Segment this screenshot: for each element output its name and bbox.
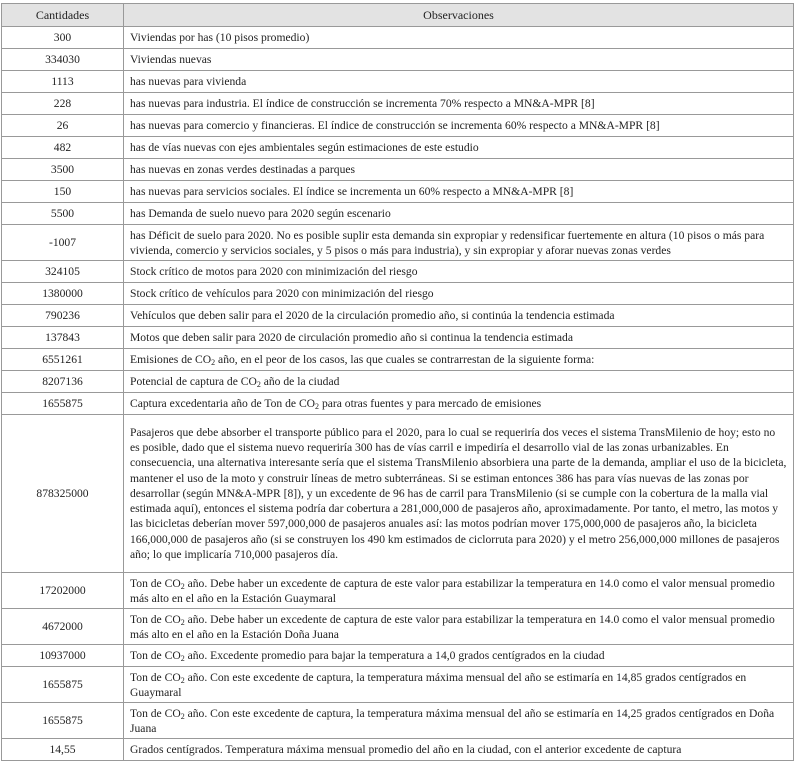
table-row — [2, 305, 794, 327]
subscript-text: 2 — [211, 358, 216, 367]
header-observations: Observaciones — [124, 4, 794, 27]
observation-text: Stock crítico de motos para 2020 con minimización del riesgo — [130, 265, 418, 278]
subscript-text: 2 — [256, 380, 261, 389]
quantity-cell: 300 — [2, 27, 124, 49]
observation-text: Emisiones de CO — [130, 353, 212, 366]
table-body — [2, 27, 794, 761]
table-row — [2, 283, 794, 305]
observation-text: Viviendas nuevas — [130, 53, 212, 66]
observation-cell — [124, 203, 794, 225]
table-row — [2, 225, 794, 261]
quantity-cell: 1113 — [2, 71, 124, 93]
observation-text: Ton de CO — [130, 649, 181, 662]
quantity-cell: 14,55 — [2, 739, 124, 761]
observation-text: has Déficit de suelo para 2020. No es posible suplir esta demanda sin expropiar y redensificar fuertemente en altura (10 pisos o más para vivienda, comercio y servicios sociales, y 5 pisos o más para industria), y sin expropiar y aforar nuevas zonas verdes — [130, 228, 765, 257]
observation-cell — [124, 71, 794, 93]
subscript-text: 2 — [180, 711, 185, 721]
table-row — [2, 327, 794, 349]
quantity-cell: 8207136 — [2, 371, 124, 393]
observation-cell — [124, 115, 794, 137]
quantity-cell: 482 — [2, 137, 124, 159]
quantity-cell: 17202000 — [2, 573, 124, 609]
quantity-cell: 6551261 — [2, 349, 124, 371]
table-row — [2, 181, 794, 203]
observation-cell — [124, 393, 794, 415]
observation-cell — [124, 261, 794, 283]
quantity-cell: 324105 — [2, 261, 124, 283]
table-row — [2, 371, 794, 393]
observation-text: Ton de CO — [130, 706, 181, 720]
subscript-text: 2 — [180, 581, 185, 591]
quantity-cell: 4672000 — [2, 609, 124, 645]
observation-cell — [124, 739, 794, 761]
header-row — [2, 4, 794, 27]
observation-text: Viviendas por has (10 pisos promedio) — [130, 31, 310, 44]
observation-cell — [124, 703, 794, 739]
observation-text: has nuevas para industria. El índice de construcción se incrementa 70% respecto a MN&A-MPR [8] — [130, 97, 595, 110]
table-row — [2, 137, 794, 159]
observation-text: para otras fuentes y para mercado de emisiones — [319, 397, 542, 410]
observation-text: Pasajeros que debe absorber el transporte público para el 2020, para lo cual se requeriría dos veces el sistema TransMilenio de hoy; esto no es posible, dado que el sistema nuevo requeriría 300 has de vías carril e impediría el desarrollo vial de las zonas urbanizables. En consecuencia, una alternativa interesante sería que el sistema TransMilenio absorbiera una parte de la demanda, ampliar el uso de la bicicleta, mantener el uso de la moto y construir líneas de metro subterráneas. Si se estiman entonces 386 has para vías nuevas de las zonas por desarrollar (según MN&A-MPR [8]), y un excedente de 96 has de carril para TransMilenio (si se cumple con la cobertura de la malla vial estimada aquí), entonces el sistema podría dar cobertura a 281,000,000 de pasajeros año, aproximadamente. Por tanto, el metro, las motos y las bicicletas deberían mover 597,000,000 de pasajeros anuales así: las motos podrían mover 175,000,000 de pasajeros año, la bicicleta 166,000,000 de pasajeros año (si se construyen los 490 km estimados de ciclorruta para 2020) y el metro 256,000,000 millones de pasajeros año; lo que implicaría 710,000 pasajeros día. — [130, 425, 787, 562]
observation-cell — [124, 137, 794, 159]
quantity-cell: 5500 — [2, 203, 124, 225]
observation-text: año. Con este excedente de captura, la temperatura máxima mensual del año se estimaría en 14,85 grados centígrados en Guaymaral — [130, 670, 747, 699]
table-row — [2, 27, 794, 49]
observation-cell — [124, 93, 794, 115]
table-row — [2, 645, 794, 667]
subscript-text: 2 — [180, 654, 185, 663]
observation-text: has nuevas para vivienda — [130, 75, 247, 88]
observation-cell — [124, 371, 794, 393]
observation-text: Stock crítico de vehículos para 2020 con minimización del riesgo — [130, 287, 434, 300]
observation-cell — [124, 225, 794, 261]
quantity-cell: 1655875 — [2, 393, 124, 415]
observation-text: año. Debe haber un excedente de captura de este valor para estabilizar la temperatura en 14.0 como el valor mensual promedio más alto en el año en la Estación Guaymaral — [130, 576, 775, 605]
table-row — [2, 49, 794, 71]
quantity-cell: 334030 — [2, 49, 124, 71]
table-row — [2, 573, 794, 609]
table-row — [2, 261, 794, 283]
quantity-cell: 1380000 — [2, 283, 124, 305]
observation-text: has nuevas en zonas verdes destinadas a parques — [130, 163, 356, 176]
quantity-cell: 3500 — [2, 159, 124, 181]
observation-text: Potencial de captura de CO — [130, 375, 257, 388]
table-row — [2, 159, 794, 181]
table-row — [2, 115, 794, 137]
quantity-cell: -1007 — [2, 225, 124, 261]
observation-text: has de vías nuevas con ejes ambientales según estimaciones de este estudio — [130, 141, 479, 154]
table-row — [2, 415, 794, 573]
quantity-cell: 10937000 — [2, 645, 124, 667]
header-quantities: Cantidades — [2, 4, 124, 27]
observation-text: has nuevas para servicios sociales. El índice se incrementa un 60% respecto a MN&A-MPR [8] — [130, 185, 574, 198]
observation-cell — [124, 609, 794, 645]
quantity-cell: 228 — [2, 93, 124, 115]
table-row — [2, 609, 794, 645]
observation-text: Motos que deben salir para 2020 de circulación promedio año si continua la tendencia estimada — [130, 331, 573, 344]
data-table — [1, 3, 794, 761]
observation-text: Ton de CO — [130, 576, 181, 590]
quantity-cell: 1655875 — [2, 667, 124, 703]
observation-cell — [124, 181, 794, 203]
observation-text: has Demanda de suelo nuevo para 2020 según escenario — [130, 207, 391, 220]
observation-cell — [124, 27, 794, 49]
observation-text: año de la ciudad — [260, 375, 340, 388]
observation-text: año, en el peor de los casos, las que cuales se contrarrestan de la siguiente forma: — [215, 353, 595, 366]
observation-cell — [124, 283, 794, 305]
quantity-cell: 150 — [2, 181, 124, 203]
observation-text: Vehículos que deben salir para el 2020 de la circulación promedio año, si continúa la tendencia estimada — [130, 309, 615, 322]
table-row — [2, 393, 794, 415]
observation-text: Grados centígrados. Temperatura máxima mensual promedio del año en la ciudad, con el anterior excedente de captura — [130, 743, 682, 756]
observation-text: has nuevas para comercio y financieras. El índice de construcción se incrementa 60% respecto a MN&A-MPR [8] — [130, 119, 660, 132]
observation-cell — [124, 573, 794, 609]
quantity-cell: 790236 — [2, 305, 124, 327]
subscript-text: 2 — [180, 617, 185, 627]
subscript-text: 2 — [180, 675, 185, 685]
table-row — [2, 93, 794, 115]
table-row — [2, 349, 794, 371]
table-row — [2, 703, 794, 739]
observation-text: Captura excedentaria año de Ton de CO — [130, 397, 316, 410]
table-row — [2, 739, 794, 761]
observation-cell — [124, 415, 794, 573]
table-row — [2, 667, 794, 703]
observation-cell — [124, 667, 794, 703]
observation-cell — [124, 305, 794, 327]
quantity-cell: 878325000 — [2, 415, 124, 573]
observation-cell — [124, 645, 794, 667]
observation-text: año. Excedente promedio para bajar la temperatura a 14,0 grados centígrados en la ciudad — [184, 649, 605, 662]
observation-text: Ton de CO — [130, 612, 181, 626]
subscript-text: 2 — [315, 402, 320, 411]
observation-text: año. Debe haber un excedente de captura de este valor para estabilizar la temperatura en 14.0 como el valor mensual promedio más alto en el año en la Estación Doña Juana — [130, 612, 775, 641]
quantity-cell: 1655875 — [2, 703, 124, 739]
observation-text: Ton de CO — [130, 670, 181, 684]
observation-cell — [124, 49, 794, 71]
observation-cell — [124, 349, 794, 371]
quantity-cell: 137843 — [2, 327, 124, 349]
observation-cell — [124, 159, 794, 181]
observation-text: año. Con este excedente de captura, la temperatura máxima mensual del año se estimaría en 14,25 grados centígrados en Doña Juana — [130, 706, 775, 735]
quantity-cell: 26 — [2, 115, 124, 137]
table-row — [2, 203, 794, 225]
table-row — [2, 71, 794, 93]
observation-cell — [124, 327, 794, 349]
